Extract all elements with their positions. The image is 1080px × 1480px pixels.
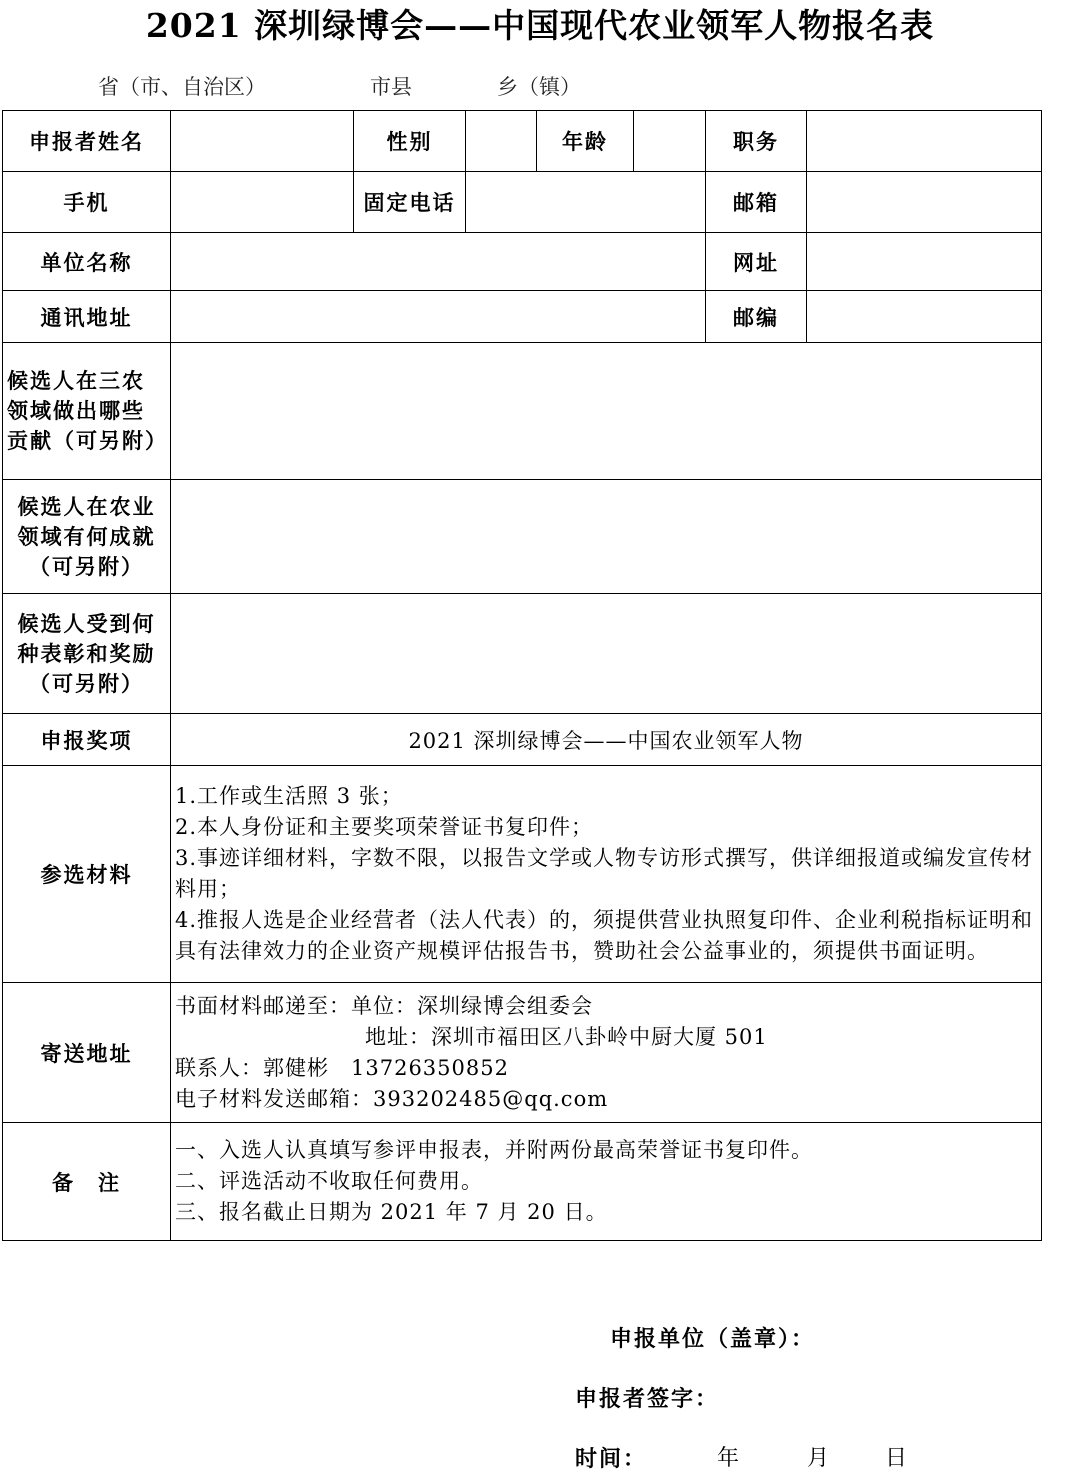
row-name: [3, 111, 1042, 172]
label-age: 年龄: [537, 111, 634, 172]
materials-item: 1.工作或生活照 3 张；: [175, 784, 403, 808]
label-honors-line: （可另附）: [29, 670, 144, 696]
label-materials: 参选材料: [3, 766, 171, 983]
label-contribution: [3, 343, 171, 480]
email-field[interactable]: [807, 172, 1042, 233]
signature-signer: 申报者签字：: [575, 1386, 720, 1412]
gender-field[interactable]: [466, 111, 537, 172]
signature-time-label: 时间：: [575, 1446, 648, 1472]
mailing-email: 电子材料发送邮箱：393202485@qq.com: [175, 1086, 609, 1111]
mailing-contact: 联系人：郭健彬 13726350852: [175, 1055, 509, 1080]
label-postcode: 邮编: [706, 291, 807, 343]
materials-item: 2.本人身份证和主要奖项荣誉证书复印件；: [175, 815, 594, 839]
label-contribution-line: 贡献（可另附）: [7, 428, 168, 453]
mailing-address: 地址：深圳市福田区八卦岭中厨大厦 501: [365, 1024, 768, 1049]
signature-day: 日: [885, 1446, 910, 1471]
mailing-info: [171, 983, 1042, 1123]
remarks-list: [171, 1123, 1042, 1241]
materials-item: 3.事迹详细材料，字数不限，以报告文学或人物专访形式撰写，供详细报道或编发宣传材料用；: [175, 846, 1034, 901]
achievement-field[interactable]: [171, 480, 1042, 594]
address-field[interactable]: [171, 291, 706, 343]
honors-field[interactable]: [171, 594, 1042, 714]
row-materials: [3, 766, 1042, 983]
signature-date: [575, 1443, 975, 1475]
label-contribution-line: 领域做出哪些: [7, 398, 145, 423]
label-achievement: [3, 480, 171, 594]
region-province: 省（市、自治区）: [98, 75, 266, 99]
mobile-field[interactable]: [171, 172, 354, 233]
row-address: [3, 291, 1042, 343]
label-achievement-line: （可另附）: [29, 553, 144, 579]
label-address: 通讯地址: [3, 291, 171, 343]
position-field[interactable]: [807, 111, 1042, 172]
label-name: 申报者姓名: [3, 111, 171, 172]
name-field[interactable]: [171, 111, 354, 172]
region-town: 乡（镇）: [497, 75, 581, 99]
signature-month: 月: [807, 1446, 832, 1471]
region-city: 市县: [370, 75, 412, 99]
contribution-field[interactable]: [171, 343, 1042, 480]
row-company: [3, 233, 1042, 291]
label-contribution-line: 候选人在三农: [7, 368, 145, 393]
remarks-item: 一、入选人认真填写参评申报表，并附两份最高荣誉证书复印件。: [175, 1138, 813, 1162]
age-field[interactable]: [634, 111, 706, 172]
postcode-field[interactable]: [807, 291, 1042, 343]
label-honors-line: 候选人受到何: [17, 610, 156, 636]
label-mailing: 寄送地址: [3, 983, 171, 1123]
row-remarks: [3, 1123, 1042, 1241]
materials-item: 4.推报人选是企业经营者（法人代表）的，须提供营业执照复印件、企业利税指标证明和具有法律效力的企业资产规模评估报告书，赞助社会公益事业的，须提供书面证明。: [175, 908, 1034, 963]
row-honors: [3, 594, 1042, 714]
mailing-unit: 书面材料邮递至：单位：深圳绿博会组委会: [175, 993, 593, 1018]
label-gender: 性别: [354, 111, 466, 172]
materials-list: [171, 766, 1042, 983]
label-achievement-line: 领域有何成就: [17, 523, 156, 549]
label-website: 网址: [706, 233, 807, 291]
website-field[interactable]: [807, 233, 1042, 291]
label-email: 邮箱: [706, 172, 807, 233]
row-award: [3, 714, 1042, 766]
landline-field[interactable]: [466, 172, 706, 233]
award-value: 2021 深圳绿博会——中国农业领军人物: [171, 714, 1042, 766]
label-company: 单位名称: [3, 233, 171, 291]
row-mailing: [3, 983, 1042, 1123]
label-honors: [3, 594, 171, 714]
remarks-item: 三、报名截止日期为 2021 年 7 月 20 日。: [175, 1200, 608, 1224]
row-achievement: [3, 480, 1042, 594]
label-mobile: 手机: [3, 172, 171, 233]
row-phone: [3, 172, 1042, 233]
row-contribution: [3, 343, 1042, 480]
signature-unit-stamp: 申报单位（盖章）：: [610, 1326, 816, 1352]
form-title: 2021 深圳绿博会——中国现代农业领军人物报名表: [145, 6, 935, 45]
label-achievement-line: 候选人在农业: [17, 493, 156, 519]
registration-table: [2, 110, 1042, 1241]
company-field[interactable]: [171, 233, 706, 291]
label-landline: 固定电话: [354, 172, 466, 233]
remarks-item: 二、评选活动不收取任何费用。: [175, 1169, 483, 1193]
label-position: 职务: [706, 111, 807, 172]
label-remarks: 备 注: [3, 1123, 171, 1241]
label-honors-line: 种表彰和奖励: [17, 640, 156, 666]
signature-year: 年: [717, 1446, 742, 1471]
label-award: 申报奖项: [3, 714, 171, 766]
